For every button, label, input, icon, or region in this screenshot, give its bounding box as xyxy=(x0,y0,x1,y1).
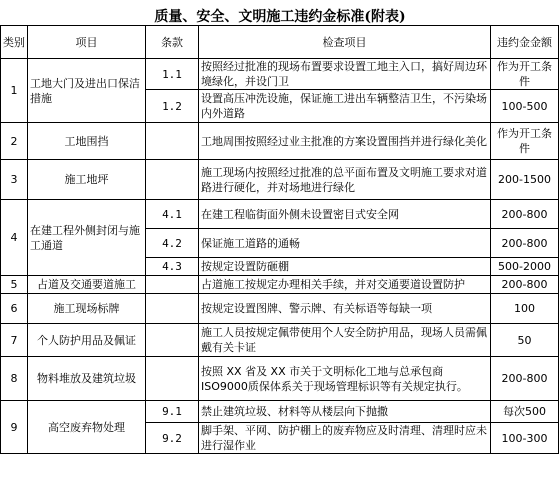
table-row xyxy=(1,276,559,294)
category-number: 5 xyxy=(1,276,28,294)
check-item: 施工现场内按照经过批准的总平面布置及文明施工要求对道路进行硬化，并对场地进行绿化 xyxy=(199,160,491,200)
header-item: 项目 xyxy=(28,26,146,59)
clause-number xyxy=(146,276,199,294)
table-row xyxy=(1,294,559,324)
check-item: 按照经过批准的现场布置要求设置工地主入口，搞好周边环境绿化，并设门卫 xyxy=(199,59,491,90)
clause-number: 9.1 xyxy=(146,401,199,423)
item-name: 物料堆放及建筑垃圾 xyxy=(28,357,146,401)
clause-number xyxy=(146,123,199,160)
check-item: 按照 XX 省及 XX 市关于文明标化工地与总承包商ISO9000质保体系关于现场管理标识等有关规定执行。 xyxy=(199,357,491,401)
penalty-amount: 作为开工条件 xyxy=(491,59,559,90)
check-item: 脚手架、平网、防护棚上的废弃物应及时清理、清理时应未进行湿作业 xyxy=(199,423,491,454)
check-item: 按规定设置图牌、警示牌、有关标语等每缺一项 xyxy=(199,294,491,324)
category-number: 7 xyxy=(1,324,28,357)
clause-number xyxy=(146,294,199,324)
clause-number: 4.3 xyxy=(146,258,199,276)
category-number: 6 xyxy=(1,294,28,324)
category-number: 9 xyxy=(1,401,28,454)
penalty-amount: 200-800 xyxy=(491,200,559,229)
clause-number: 4.2 xyxy=(146,229,199,258)
penalty-amount: 200-800 xyxy=(491,229,559,258)
penalty-amount: 每次500 xyxy=(491,401,559,423)
penalty-amount: 200-800 xyxy=(491,357,559,401)
penalty-amount: 200-800 xyxy=(491,276,559,294)
item-name: 施工现场标牌 xyxy=(28,294,146,324)
page-title: 质量、安全、文明施工违约金标准(附表) xyxy=(154,9,406,25)
category-number: 8 xyxy=(1,357,28,401)
penalty-amount: 200-1500 xyxy=(491,160,559,200)
table-row xyxy=(1,59,559,90)
item-name: 在建工程外侧封闭与施工通道 xyxy=(28,200,146,276)
category-number: 2 xyxy=(1,123,28,160)
item-name: 高空废弃物处理 xyxy=(28,401,146,454)
clause-number: 1.2 xyxy=(146,90,199,123)
table-row xyxy=(1,160,559,200)
check-item: 保证施工道路的通畅 xyxy=(199,229,491,258)
table-row xyxy=(1,401,559,423)
clause-number: 4.1 xyxy=(146,200,199,229)
table-row xyxy=(1,324,559,357)
penalty-amount: 100-300 xyxy=(491,423,559,454)
check-item: 工地周围按照经过业主批准的方案设置围挡并进行绿化美化 xyxy=(199,123,491,160)
penalty-amount: 100-500 xyxy=(491,90,559,123)
penalty-amount: 作为开工条件 xyxy=(491,123,559,160)
category-number: 1 xyxy=(1,59,28,123)
check-item: 占道施工按规定办理相关手续，并对交通要道设置防护 xyxy=(199,276,491,294)
check-item: 禁止建筑垃圾、材料等从楼层向下抛撒 xyxy=(199,401,491,423)
table-row xyxy=(1,357,559,401)
check-item: 按规定设置防砸棚 xyxy=(199,258,491,276)
header-clause: 条款 xyxy=(146,26,199,59)
category-number: 4 xyxy=(1,200,28,276)
header-category: 类别 xyxy=(1,26,28,59)
table-row xyxy=(1,123,559,160)
table-row xyxy=(1,200,559,229)
item-name: 工地大门及进出口保洁措施 xyxy=(28,59,146,123)
penalty-amount: 500-2000 xyxy=(491,258,559,276)
item-name: 占道及交通要道施工 xyxy=(28,276,146,294)
header-amount: 违约金金额 xyxy=(491,26,559,59)
clause-number: 9.2 xyxy=(146,423,199,454)
header-check: 检查项目 xyxy=(199,26,491,59)
category-number: 3 xyxy=(1,160,28,200)
clause-number xyxy=(146,357,199,401)
item-name: 施工地坪 xyxy=(28,160,146,200)
item-name: 个人防护用品及佩证 xyxy=(28,324,146,357)
check-item: 施工人员按规定佩带使用个人安全防护用品，现场人员需佩戴有关卡证 xyxy=(199,324,491,357)
check-item: 设置高压冲洗设施，保证施工进出车辆整洁卫生，不污染场内外道路 xyxy=(199,90,491,123)
item-name: 工地围挡 xyxy=(28,123,146,160)
clause-number xyxy=(146,160,199,200)
clause-number: 1.1 xyxy=(146,59,199,90)
penalty-amount: 50 xyxy=(491,324,559,357)
penalty-amount: 100 xyxy=(491,294,559,324)
header-row xyxy=(1,26,559,59)
check-item: 在建工程临街面外侧未设置密目式安全网 xyxy=(199,200,491,229)
penalty-table xyxy=(0,25,559,454)
clause-number xyxy=(146,324,199,357)
